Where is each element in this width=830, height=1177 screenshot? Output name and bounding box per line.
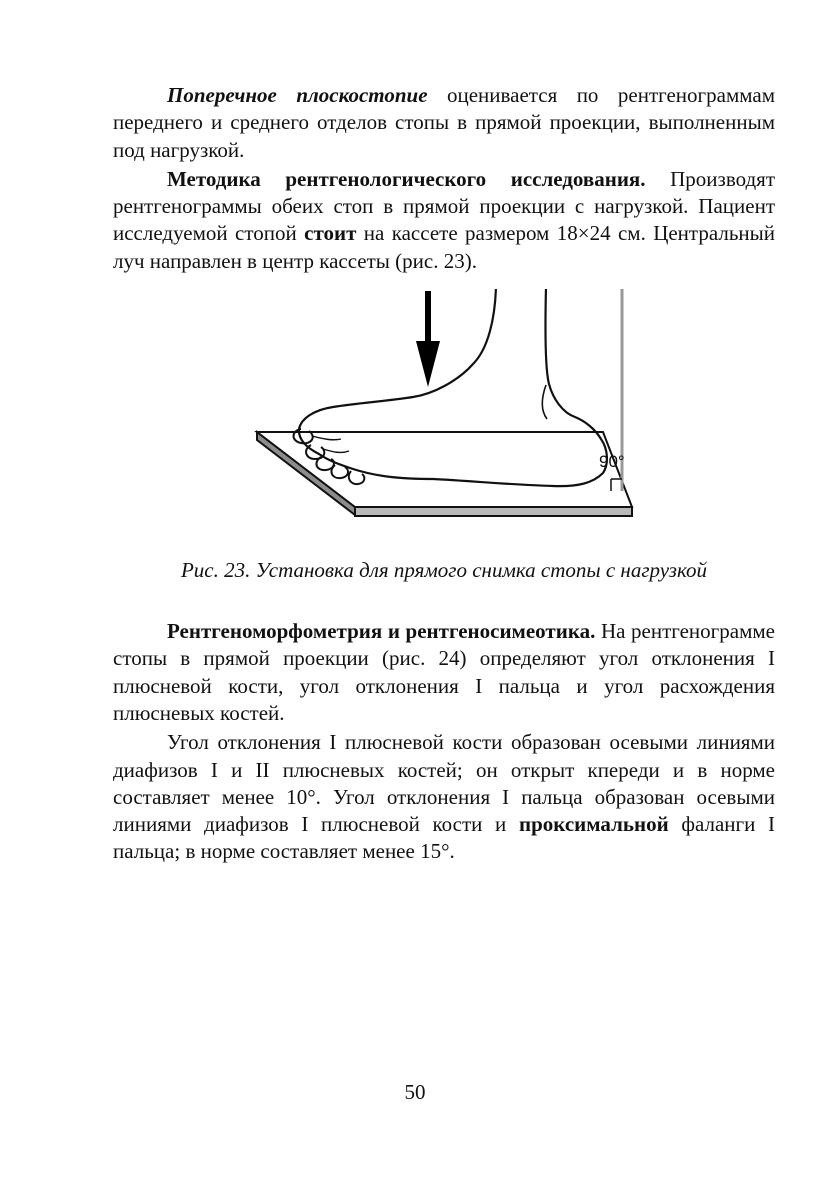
paragraph-text: фаланги I пальца; в норме составляет менее 15°. — [113, 812, 776, 864]
beam-arrow-head — [416, 341, 440, 387]
paragraph-transverse-flatfoot — [113, 82, 775, 164]
paragraph-text: оценивается по рентгенограммам переднего и среднего отделов стопы в прямой проекции, выполненным под нагрузкой. — [113, 83, 776, 162]
foot-xray-setup-illustration — [113, 289, 775, 541]
paragraph-text: Угол отклонения I плюсневой кости образован осевыми линиями диафизов I и II плюсневых костей; он открыт кпереди и в норме составляет менее 10°. Угол отклонения I пальца образован осевыми линиями диафизов I плюсневой кости и — [113, 730, 775, 837]
paragraph-text: Производят рентгенограммы обеих стоп в прямой проекции с нагрузкой. Пациент исследуемой стопой — [113, 166, 776, 246]
emphasis-word: стоит — [304, 221, 357, 246]
cassette-front-face — [355, 507, 632, 516]
ankle-contour — [542, 385, 547, 419]
cassette-top-face — [257, 432, 632, 507]
term-transverse-flatfoot: Поперечное плоскостопие — [167, 83, 428, 107]
paragraph-method — [113, 166, 775, 275]
angle-label: 90° — [599, 452, 625, 472]
paragraph-text: На рентгенограмме стопы в прямой проекции (рис. 24) определяют угол отклонения I плюсневой кости, угол отклонения I пальца и угол расхождения плюсневых костей. — [113, 619, 776, 725]
paragraph-text: на кассете размером 18×24 см. Центральный луч направлен в центр кассеты (рис. 23). — [113, 221, 775, 273]
paragraph-morphometry — [113, 618, 775, 727]
paragraph-angles — [113, 729, 775, 865]
heading-morphometry: Рентгеноморфометрия и рентгеносимеотика. — [167, 619, 596, 644]
page-content — [113, 82, 775, 866]
emphasis-word: проксимальной — [518, 812, 669, 837]
page-number: 50 — [404, 1080, 426, 1104]
figure-caption: Рис. 23. Установка для прямого снимка стопы с нагрузкой — [180, 558, 708, 583]
heading-method: Методика рентгенологического исследования. — [167, 166, 646, 191]
figure-foot-setup — [113, 289, 775, 541]
